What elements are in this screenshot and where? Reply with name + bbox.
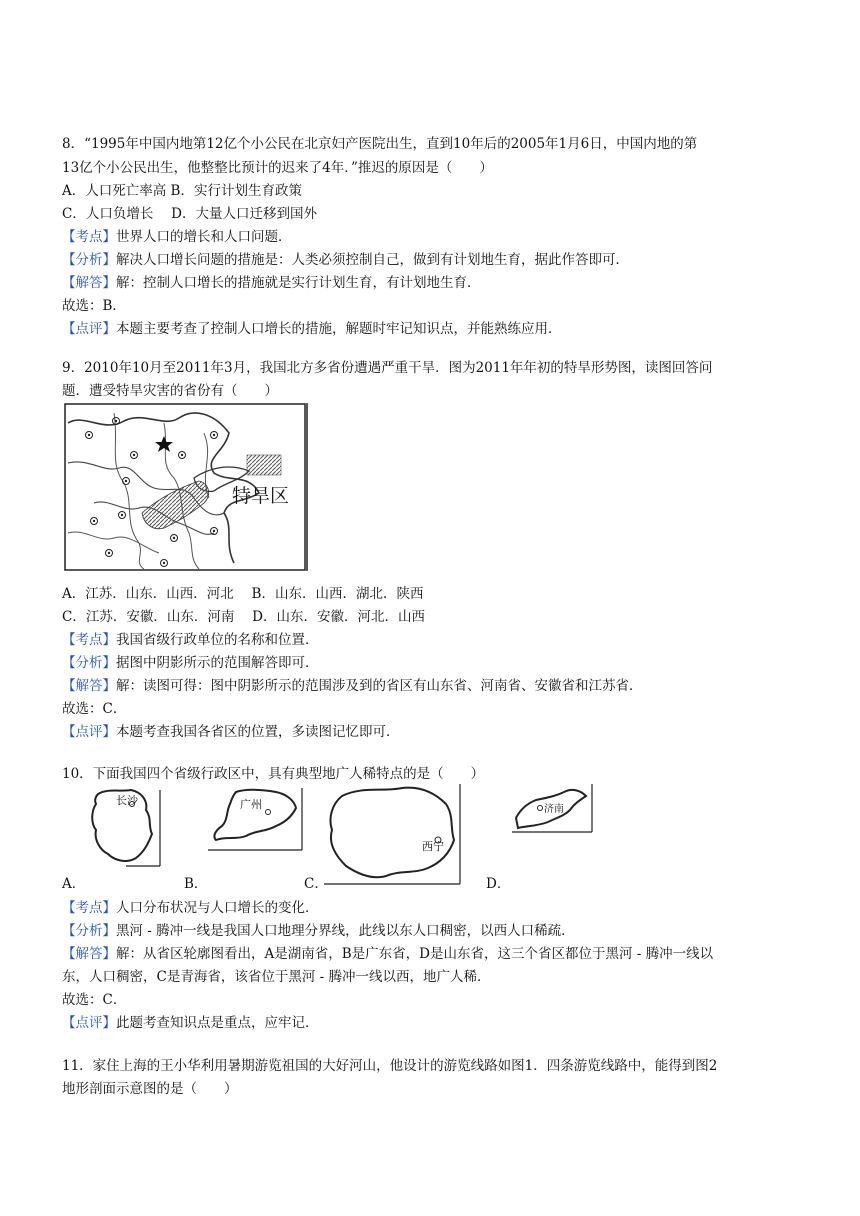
- drought-legend-label: 特旱区: [232, 485, 290, 507]
- q10-fenxi: [62, 921, 575, 941]
- q8-options-ab: A．人口死亡率高 B．实行计划生育政策: [62, 183, 302, 199]
- q9-dianping-text: 本题考查我国各省区的位置，多读图记忆即可．: [116, 724, 400, 740]
- dianping-tag: 【点评】: [62, 321, 116, 337]
- q10-jieda-line2: 东，人口稠密，C是青海省，该省位于黑河 - 腾冲一线以西，地广人稀．: [62, 969, 491, 985]
- fenxi-tag: 【分析】: [62, 923, 116, 939]
- q9-kaodian-text: 我国省级行政单位的名称和位置．: [116, 632, 319, 648]
- q9-stem-line1: 9．2010年10月至2011年3月，我国北方多省份遭遇严重干旱．图为2011年年初的特旱形势图，读图回答问: [62, 360, 713, 376]
- q10-stem: 10．下面我国四个省级行政区中，具有典型地广人稀特点的是（ ）: [62, 766, 485, 782]
- fenxi-tag: 【分析】: [62, 655, 116, 671]
- q11-stem-line2: 地形剖面示意图的是（ ）: [62, 1081, 238, 1097]
- map-b-city-label: 广州: [240, 798, 262, 811]
- fenxi-tag: 【分析】: [62, 252, 116, 268]
- q9-answer: 故选：C．: [62, 701, 127, 717]
- q9-dianping: [62, 722, 400, 742]
- q10-fenxi-text: 黑河 - 腾冲一线是我国人口地理分界线，此线以东人口稠密，以西人口稀疏．: [116, 923, 575, 939]
- q8-fenxi-text: 解决人口增长问题的措施是：人类必须控制自己，做到有计划地生育，据此作答即可．: [116, 252, 629, 268]
- province-map-b: [206, 786, 304, 852]
- q10-dianping: [62, 1013, 319, 1033]
- map-a-city-label: 长沙: [116, 794, 138, 807]
- jieda-tag: 【解答】: [62, 275, 116, 291]
- province-map-d: [510, 782, 594, 834]
- q8-jieda: [62, 273, 481, 293]
- dianping-tag: 【点评】: [62, 724, 116, 740]
- q10-option-d: D．: [486, 876, 511, 892]
- q8-dianping-text: 本题主要考查了控制人口增长的措施，解题时牢记知识点，并能熟练应用．: [116, 321, 562, 337]
- q9-jieda-text: 解：读图可得：图中阴影所示的范围涉及到的省区有山东省、河南省、安徽省和江苏省．: [116, 678, 643, 694]
- q11-stem-line1: 11．家住上海的王小华利用暑期游览祖国的大好河山，他设计的游览线路如图1．四条游览线路中，能得到图2: [62, 1058, 718, 1074]
- q8-dianping: [62, 319, 562, 339]
- q8-stem-line1: 8．“1995年中国内地第12亿个小公民在北京妇产医院出生，直到10年后的2005年1月6日，中国内地的第: [62, 136, 698, 152]
- q10-option-a: A．: [62, 876, 86, 892]
- map-d-city-label: 济南: [544, 804, 564, 815]
- province-map-c: [322, 782, 462, 886]
- q9-options-cd: C．江苏．安徽．山东．河南 D．山东．安徽．河北．山西: [62, 609, 425, 625]
- q10-dianping-text: 此题考查知识点是重点，应牢记．: [116, 1015, 319, 1031]
- q9-fenxi: [62, 653, 319, 673]
- q8-options-cd: C．人口负增长 D．大量人口迁移到国外: [62, 206, 317, 222]
- map-c-city-label: 西宁: [422, 840, 444, 853]
- drought-map: [64, 403, 309, 571]
- q9-options-ab: A．江苏．山东．山西．河北 B．山东．山西．湖北．陕西: [62, 586, 424, 602]
- q10-option-c: C．: [304, 876, 328, 892]
- q10-jieda-line1: [62, 944, 713, 964]
- q10-option-b: B．: [184, 876, 208, 892]
- q8-jieda-text: 解：控制人口增长的措施就是实行计划生育，有计划地生育．: [116, 275, 481, 291]
- q10-jieda-text: 解：从省区轮廓图看出，A是湖南省，B是广东省，D是山东省，这三个省区都位于黑河 - 腾冲一线以: [116, 946, 714, 962]
- q8-answer: 故选：B．: [62, 298, 126, 314]
- q10-kaodian: [62, 898, 319, 918]
- jieda-tag: 【解答】: [62, 946, 116, 962]
- kaodian-tag: 【考点】: [62, 632, 116, 648]
- q8-fenxi: [62, 250, 629, 270]
- province-map-a: [86, 786, 162, 868]
- q9-kaodian: [62, 630, 319, 650]
- q8-kaodian-text: 世界人口的增长和人口问题．: [116, 229, 292, 245]
- dianping-tag: 【点评】: [62, 1015, 116, 1031]
- q8-kaodian: [62, 227, 292, 247]
- q10-kaodian-text: 人口分布状况与人口增长的变化．: [116, 900, 319, 916]
- q9-fenxi-text: 据图中阴影所示的范围解答即可．: [116, 655, 319, 671]
- q10-answer: 故选：C．: [62, 992, 127, 1008]
- jieda-tag: 【解答】: [62, 678, 116, 694]
- q8-stem-line2: 13亿个小公民出生，他整整比预计的迟来了4年．”推迟的原因是（ ）: [62, 160, 493, 176]
- kaodian-tag: 【考点】: [62, 229, 116, 245]
- q9-stem-line2: 题．遭受特旱灾害的省份有（ ）: [62, 383, 278, 399]
- q9-jieda: [62, 676, 643, 696]
- kaodian-tag: 【考点】: [62, 900, 116, 916]
